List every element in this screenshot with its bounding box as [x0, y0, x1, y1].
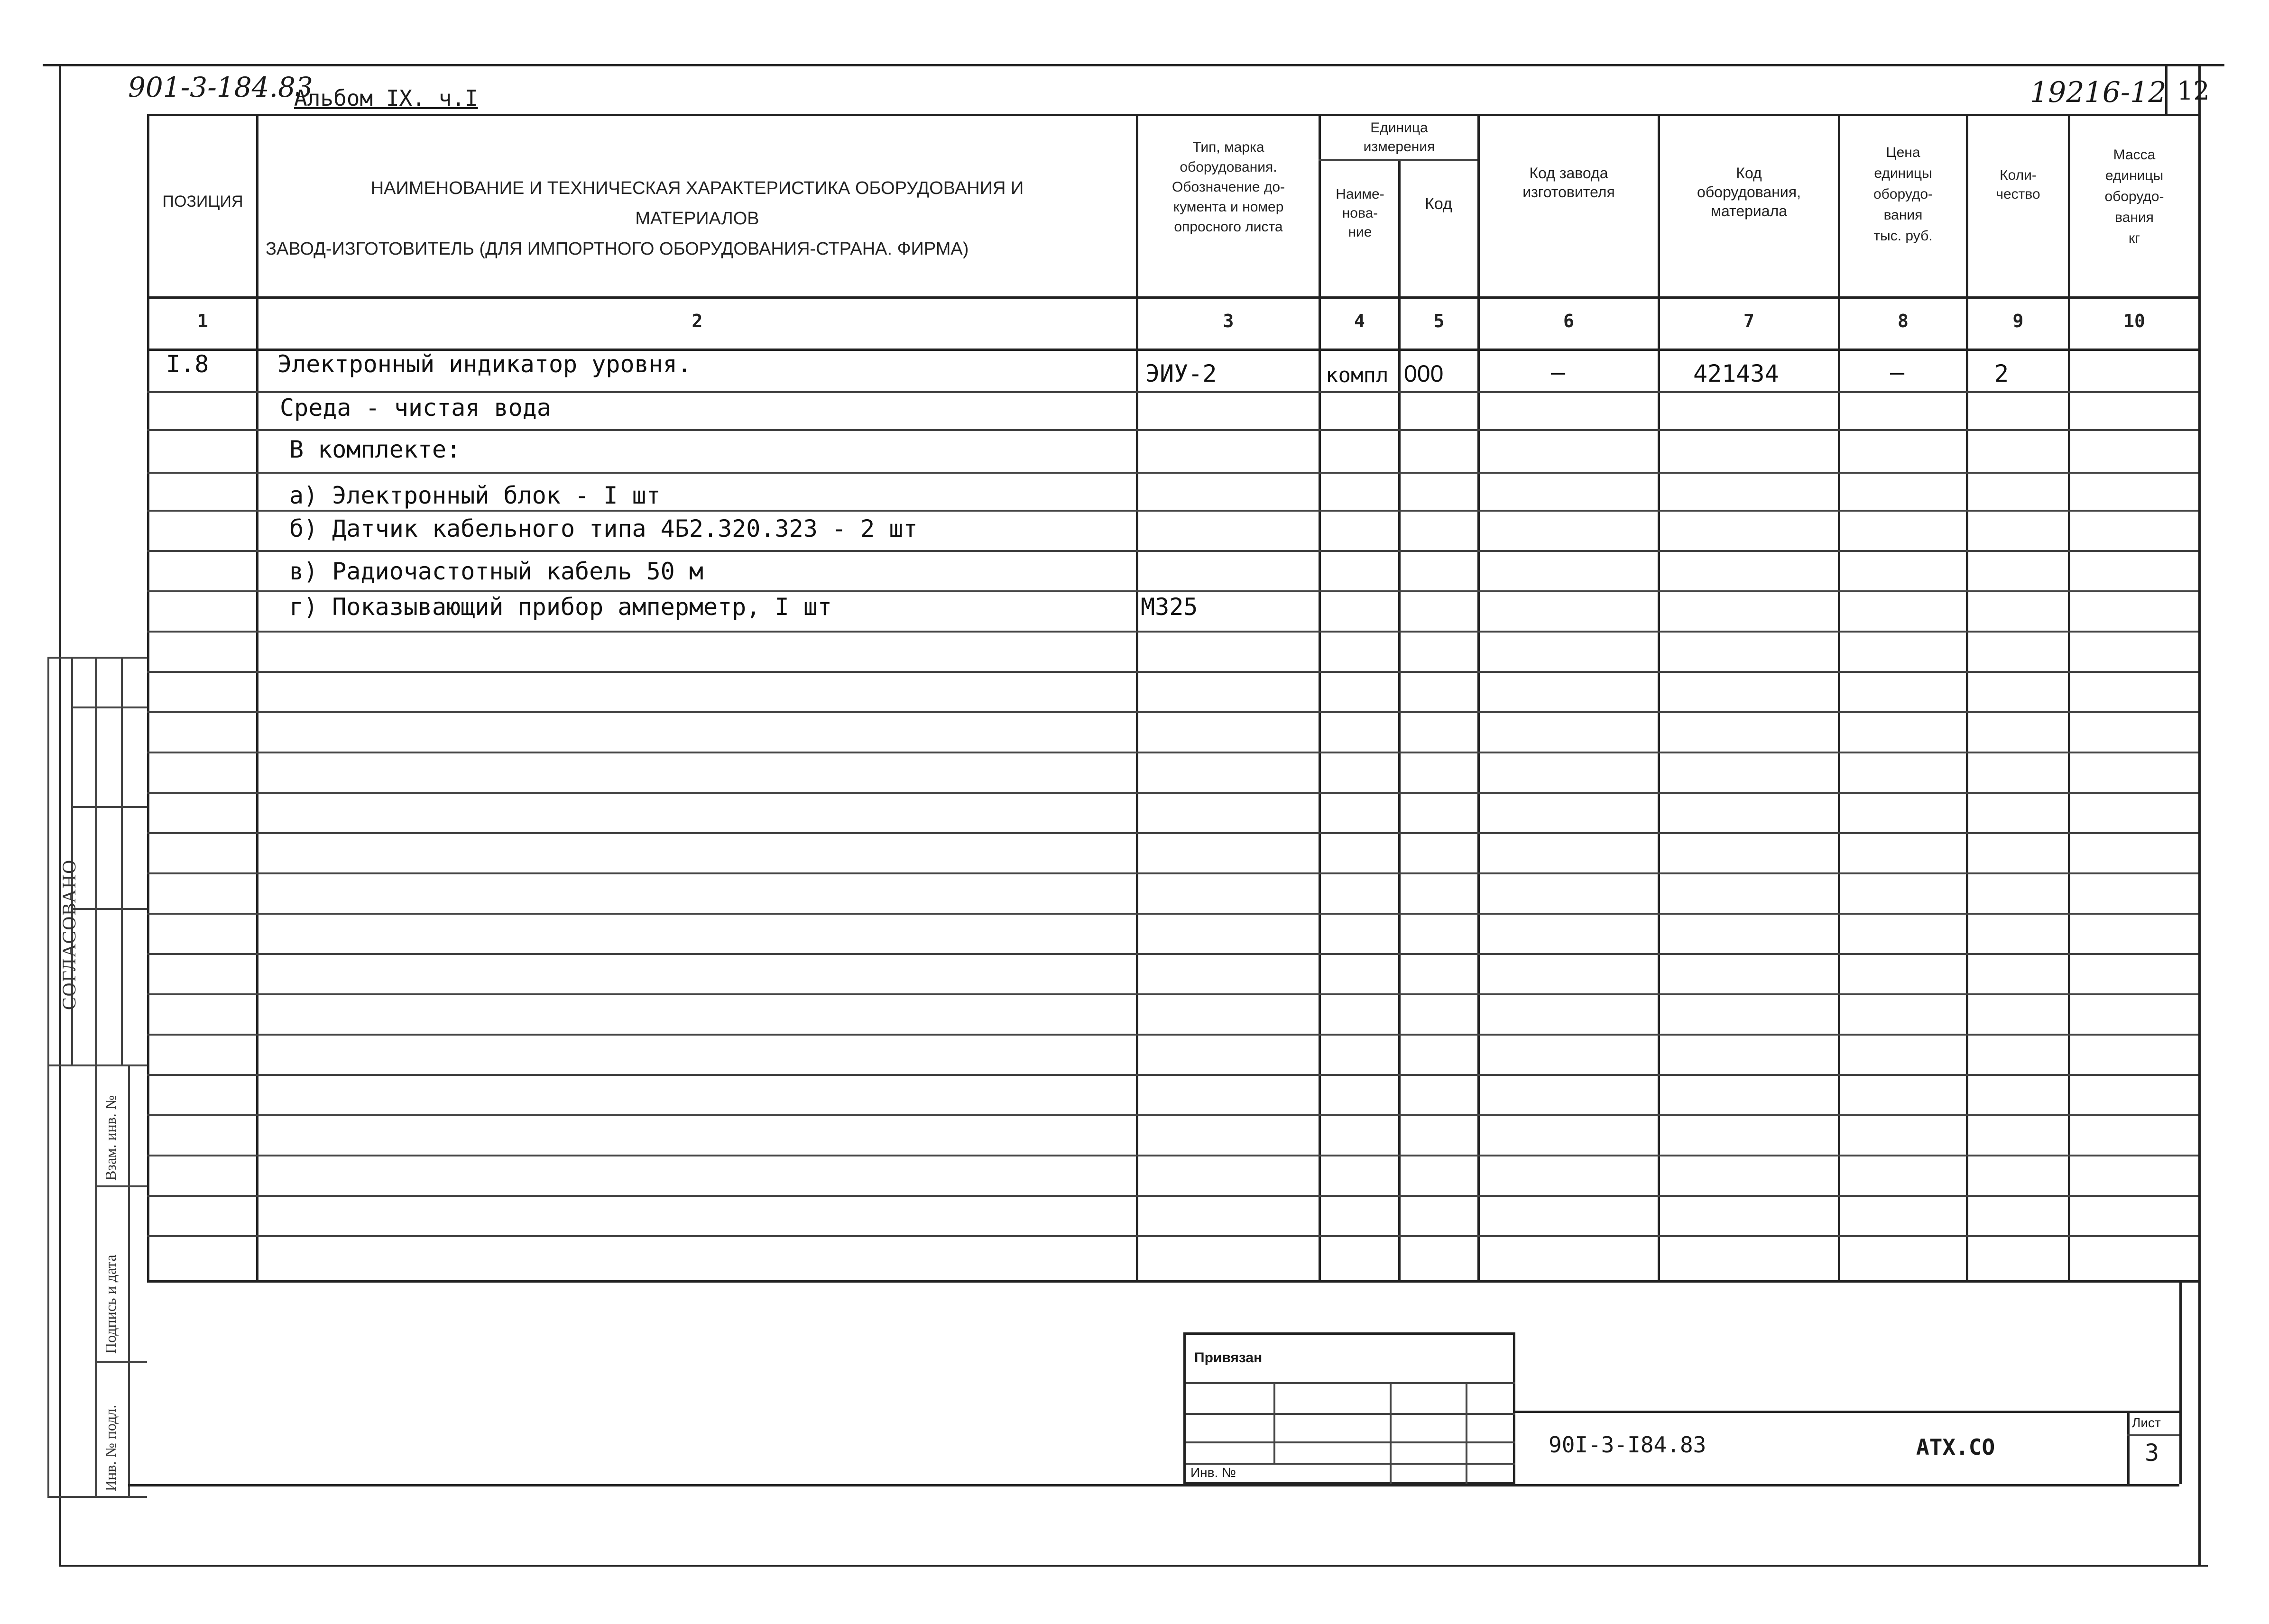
- set-code: АТХ.СО: [1916, 1434, 1995, 1460]
- frame-right: [2198, 64, 2201, 1565]
- row-0-name: Электронный индикатор уровня.: [277, 350, 692, 378]
- inv-no-label: Инв. №: [1190, 1465, 1236, 1480]
- col-8-title: Цена единицы оборудо- вания тыс. руб.: [1873, 145, 1933, 244]
- top-right-code: 19216-12: [2030, 76, 2167, 109]
- unit-group-line: [1319, 159, 1477, 161]
- colnum-8: 8: [1898, 311, 1909, 331]
- col-sep-9: [2068, 114, 2070, 1280]
- sheet-label: Лист: [2132, 1415, 2161, 1430]
- row-rule: [147, 671, 2198, 673]
- row-rule: [147, 832, 2198, 834]
- col-sep-8: [1966, 114, 1968, 1280]
- side-label-inv-dup: Взам. инв. №: [102, 1095, 119, 1181]
- row-rule: [147, 711, 2198, 713]
- col-2-title: НАИМЕНОВАНИЕ И ТЕХНИЧЕСКАЯ ХАРАКТЕРИСТИКА ОБОРУДОВАНИЯ И МАТЕРИАЛОВ ЗАВОД-ИЗГОТОВИТЕЛЬ (ДЛЯ ИМПОРТНОГО ОБОРУДОВАНИЯ-СТРАНА. ФИРМА): [266, 178, 1024, 259]
- side-label-sign-date: Подпись и дата: [102, 1255, 119, 1354]
- colnum-7: 7: [1743, 311, 1754, 331]
- row-0-type: ЭИУ-2: [1145, 360, 1217, 387]
- page-number-box: [2165, 64, 2168, 114]
- frame-left: [59, 64, 61, 1565]
- col-sep-5: [1477, 114, 1480, 1280]
- row-rule: [147, 472, 2198, 474]
- col-sep-6: [1658, 114, 1660, 1280]
- row-rule: [147, 953, 2198, 955]
- row-0-pos: I.8: [166, 350, 209, 378]
- album-label: Альбом IX. ч.I: [294, 85, 478, 111]
- col-sep-7: [1838, 114, 1840, 1280]
- col-5-title: Код: [1425, 195, 1452, 213]
- colnum-5: 5: [1433, 311, 1445, 331]
- row-rule: [147, 429, 2198, 431]
- colnum-3: 3: [1223, 311, 1234, 331]
- side-strip-left: [47, 657, 49, 1496]
- colnum-6: 6: [1563, 311, 1574, 331]
- row-rule: [147, 590, 2198, 592]
- side-strip-h-2: [71, 706, 147, 708]
- side-strip-col-2: [121, 657, 123, 1064]
- frame-top: [43, 64, 2224, 66]
- row-1-name: Среда - чистая вода: [280, 394, 551, 422]
- binding-stamp: [1183, 1332, 1515, 1484]
- side-strip-h-1: [47, 657, 147, 659]
- row-rule: [147, 1155, 2198, 1156]
- row-0-equip-code: 421434: [1693, 360, 1779, 387]
- binding-label: Привязан: [1194, 1350, 1263, 1366]
- row-rule: [147, 550, 2198, 552]
- titleblock-bottom: [128, 1484, 2179, 1486]
- titleblock-right: [2179, 1280, 2182, 1484]
- row-6-type: М325: [1141, 593, 1198, 621]
- row-rule: [147, 391, 2198, 393]
- unit-group-title: Единица измерения: [1363, 120, 1435, 155]
- header-bottom: [147, 296, 2198, 299]
- row-0-price: –: [1890, 358, 1905, 386]
- colnum-10: 10: [2123, 311, 2145, 331]
- side-strip-h-7: [95, 1361, 147, 1363]
- row-rule: [147, 1114, 2198, 1116]
- col-1-title: ПОЗИЦИЯ: [162, 193, 243, 211]
- col-sep-3: [1319, 114, 1321, 1280]
- side-strip-h-3: [71, 806, 147, 808]
- sheet-number: 3: [2145, 1439, 2159, 1467]
- row-4-name: б) Датчик кабельного типа 4Б2.320.323 - 2 шт: [289, 515, 918, 542]
- sheet-box-left: [2127, 1411, 2130, 1484]
- row-rule: [147, 1195, 2198, 1197]
- side-strip-h-8: [47, 1496, 147, 1498]
- col-4-title: Наиме- нова- ние: [1336, 186, 1384, 240]
- side-strip-col-3: [128, 1064, 130, 1496]
- row-rule: [147, 1074, 2198, 1076]
- row-0-unit: компл: [1326, 363, 1389, 387]
- col-sep-2: [1136, 114, 1138, 1280]
- row-0-qty: 2: [1994, 360, 2009, 387]
- table-top: [147, 114, 2198, 116]
- row-rule: [147, 631, 2198, 633]
- table-bottom: [147, 1280, 2198, 1283]
- colnum-1: 1: [197, 311, 208, 331]
- row-3-name: а) Электронный блок - I шт: [289, 482, 661, 509]
- side-strip-h-4: [71, 908, 147, 910]
- col-9-title: Коли- чество: [1996, 167, 2040, 202]
- doc-code: 90I-3-I84.83: [1549, 1432, 1706, 1458]
- colnum-9: 9: [2012, 311, 2024, 331]
- row-0-code: 000: [1404, 360, 1444, 387]
- frame-bottom: [59, 1565, 2208, 1567]
- col-10-title: Масса единицы оборудо- вания кг: [2104, 147, 2164, 246]
- side-label-agreed: СОГЛАСОВАНО: [58, 859, 80, 1010]
- row-rule: [147, 993, 2198, 995]
- stamp-top: [1515, 1411, 2179, 1413]
- colnum-4: 4: [1354, 311, 1365, 331]
- side-strip-h-6: [95, 1185, 147, 1187]
- row-2-name: В комплекте:: [289, 436, 461, 463]
- row-6-name: г) Показывающий прибор амперметр, I шт: [289, 593, 832, 621]
- row-rule: [147, 913, 2198, 915]
- side-label-inv-orig: Инв. № подл.: [102, 1404, 119, 1491]
- col-6-title: Код завода изготовителя: [1522, 165, 1615, 201]
- row-rule: [147, 752, 2198, 753]
- top-left-code: 901-3-184.83: [128, 71, 313, 103]
- page-number: 12: [2177, 76, 2210, 106]
- row-rule: [147, 1034, 2198, 1036]
- row-rule: [147, 792, 2198, 794]
- row-0-factory: –: [1551, 358, 1566, 386]
- table-left: [147, 114, 149, 1280]
- col-sep-1: [256, 114, 258, 1280]
- sheet-box-mid: [2127, 1434, 2179, 1436]
- row-rule: [147, 510, 2198, 512]
- colnum-2: 2: [692, 311, 703, 331]
- col-7-title: Код оборудования, материала: [1697, 165, 1801, 220]
- col-3-title: Тип, марка оборудования. Обозначение до- кумента и номер опросного листа: [1171, 139, 1285, 235]
- row-rule: [147, 872, 2198, 874]
- side-strip-col-1: [95, 657, 97, 1496]
- row-5-name: в) Радиочастотный кабель 50 м: [289, 558, 703, 585]
- side-strip-h-5: [47, 1064, 147, 1066]
- row-rule: [147, 1235, 2198, 1237]
